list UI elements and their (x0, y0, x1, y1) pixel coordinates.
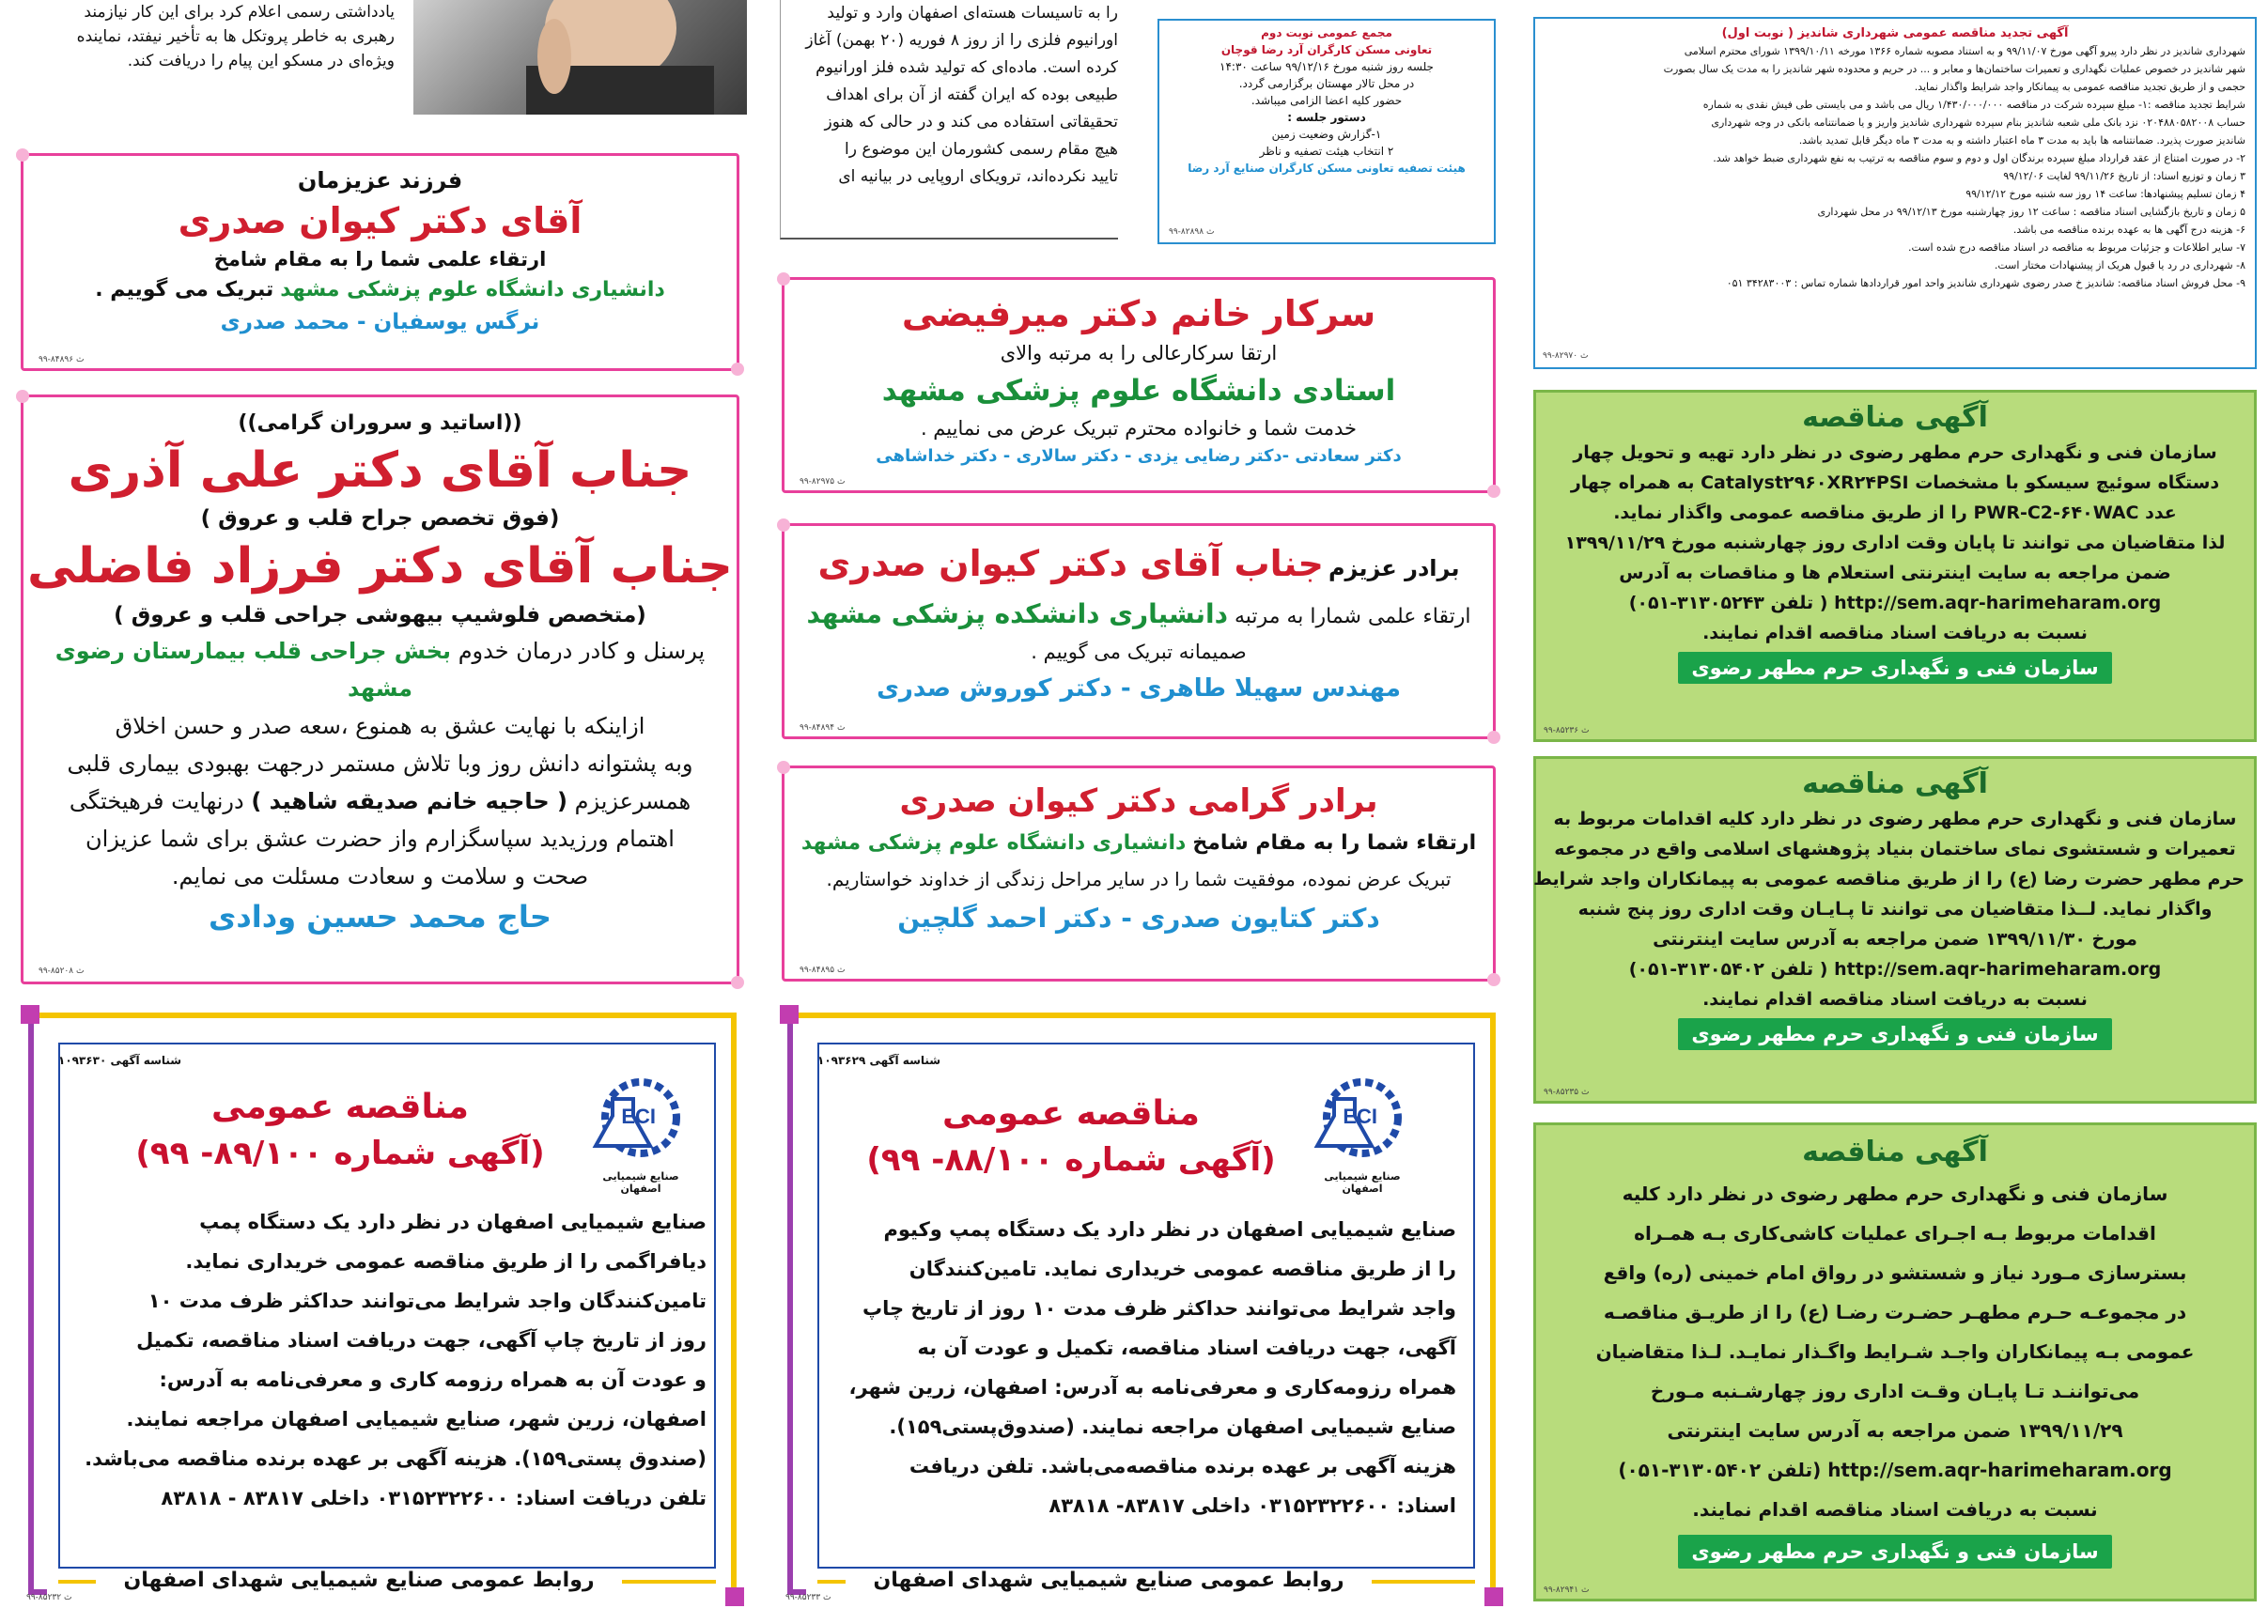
coop-agenda-title: دستور جلسه : (1287, 111, 1366, 124)
frame-corner (21, 1005, 39, 1024)
eci-b-line: آگهی، جهت دریافت اسناد مناقصه، تکمیل و عودت آن به (917, 1337, 1456, 1359)
sadri1-name: آقای دکتر کیوان صدری (178, 200, 583, 241)
shandiz-line: ۴ زمان تسلیم پیشنهادها: ساعت ۱۴ روز سه شنبه مورخ ۹۹/۱۲/۱۲ (1965, 188, 2245, 200)
article-line: تایید نکرده‌اند، ترویکای اروپایی در بیانیه ای (838, 167, 1118, 186)
tender-b-line: واگذار نماید. لــذا متقاضیان می توانند تا پـایـان وقت اداری روز پنج شنبه (1577, 899, 2213, 920)
shandiz-line: ۶- هزینه درج آگهی ها به عهده برنده مناقصه می باشد. (2012, 224, 2245, 236)
eci-b-footer: روابط عمومی صنایع شیمیایی شهدای اصفهان (846, 1569, 1372, 1592)
sadri3-line1-green: دانشیاری دانشگاه علوم پزشکی مشهد (800, 831, 1187, 855)
tender-ad-switches (1533, 390, 2257, 742)
tender-b-line: سازمان فنی و نگهداری حرم مطهر رضوی در نظر دارد کلیه اقدامات مربوط به (1553, 809, 2237, 829)
tender-b-line: مورخ ۱۳۹۹/۱۱/۳۰ ضمن مراجعه به آدرس سایت اینترنتی (1653, 929, 2137, 950)
azari-name2: جناب آقای دکتر فرزاد فاضلی (27, 538, 733, 595)
azari-line4-wrap (23, 782, 737, 820)
sadri2-line1-green: دانشیاری دانشکده پزشکی مشهد (806, 598, 1228, 629)
tender-c-line: http://sem.aqr-harimeharam.org (تلفن ۳۱۳۰۵۴۰۲-۰۵۱) (1618, 1459, 2172, 1481)
sadri2-title-wrap (784, 539, 1493, 595)
sadri1-code: ۹۹-۸۴۸۹۶ ث (39, 355, 85, 364)
shandiz-line: ۹- محل فروش اسناد مناقصه: شاندیز خ صدر رضوی شهرداری شاندیز واحد امور قراردادها شماره تماس : ۳۴۲۸۳۰۰۳ ۰۵۱ (1726, 277, 2245, 289)
tender-a-footer: سازمان فنی و نگهداری حرم مطهر رضوی (1678, 652, 2111, 684)
tender-c-code: ۹۹-۸۲۹۴۱ ث (1544, 1585, 1590, 1595)
shandiz-line: ۸- شهرداری در رد یا قبول هریک از پیشنهادات مختار است. (1994, 259, 2245, 271)
tender-a-line: لذا متقاضیان می توانند تا پایان وقت اداری روز چهارشنبه مورخ ۱۳۹۹/۱۱/۲۹ (1564, 533, 2226, 553)
shandiz-line: ۷- سایر اطلاعات و جزئیات مربوط به مناقصه در اسناد مناقصه درج شده است. (1907, 241, 2245, 254)
sadri3-line1-pre: ارتقاء شما را به مقام شامخ (1192, 831, 1477, 855)
shandiz-line: حساب ۰۲۰۴۸۸۰۵۸۲۰۰۸ نزد بانک ملی شعبه شاندیز بنام سپرده شهرداری شاندیز واریز و یا ضمانتنامه بانکی در وجه شهرداری (1711, 116, 2245, 129)
tender-b-footer: سازمان فنی و نگهداری حرم مطهر رضوی (1678, 1018, 2111, 1050)
eci-a-id: شناسه آگهی ۱۰۹۳۶۳۰ (58, 1054, 182, 1067)
coop-subtitle: تعاونی مسکن کارگران آرد رضا قوچان (1220, 43, 1433, 56)
shandiz-line: شهرداری شاندیز در نظر دارد پیرو آگهی مورخ ۹۹/۱۱/۰۷ و به استناد مصوبه شماره ۱۳۶۶ مورخه ۱۳۹۹/۱۰/۱۱ شورای محترم اسلامی (1684, 45, 2245, 57)
eci-b-line: هزینه آگهی بر عهده برنده مناقصه‌می‌باشد. تلفن دریافت (909, 1455, 1456, 1477)
tender-c-line: سازمان فنی و نگهداری حرم مطهر رضوی در نظر دارد کلیه (1622, 1183, 2168, 1205)
azari-sub2: (متخصص فلوشیپ بیهوشی جراحی قلب و عروق ) (114, 603, 646, 627)
coop-code: ۹۹-۸۲۸۹۸ ث (1169, 227, 1215, 237)
snippet-line: یادداشتی رسمی اعلام کرد برای این کار نیازمند (84, 3, 395, 22)
tender-a-line: http://sem.aqr-harimeharam.org ( تلفن ۳۱۳۰۵۲۴۳-۰۵۱) (1628, 593, 2162, 613)
eci-b-id: شناسه آگهی ۱۰۹۳۶۲۹ (817, 1054, 941, 1067)
sadri2-code: ۹۹-۸۴۸۹۴ ث (800, 723, 846, 733)
tender-b-code: ۹۹-۸۵۲۳۵ ث (1544, 1088, 1590, 1097)
coop-body: جلسه روز شنبه مورخ ۹۹/۱۲/۱۶ ساعت ۱۴:۳۰ (1219, 60, 1434, 73)
eci-a-code: ۹۹-۸۵۲۳۲ ث (26, 1593, 72, 1602)
azari-signature: حاج محمد حسین ودادی (209, 899, 551, 935)
eci-a-line: تلفن دریافت اسناد: ۰۳۱۵۲۳۲۲۶۰۰ داخلی ۸۳۸۱۷ - ۸۳۸۱۸ (161, 1487, 707, 1509)
eci-a-footer: روابط عمومی صنایع شیمیایی شهدای اصفهان (96, 1569, 622, 1592)
tender-a-line: دستگاه سوئیچ سیسکو با مشخصات Catalyst۲۹۶۰XR۲۴PSI به همراه چهار (1570, 472, 2220, 493)
sadri2-line2: صمیمانه تبریک می گوییم . (1031, 641, 1247, 663)
tender-c-line: ۱۳۹۹/۱۱/۲۹ ضمن مراجعه به آدرس سایت اینترنتی (1667, 1419, 2123, 1442)
tender-ad-facade (1533, 756, 2257, 1104)
shandiz-code: ۹۹-۸۲۹۷۰ ث (1543, 351, 1589, 361)
sadri1-line1: ارتقاء علمی شما را به مقام شامخ (213, 248, 547, 271)
tender-ad-tiling (1533, 1122, 2257, 1601)
sadri2-name: جناب آقای دکتر کیوان صدری (817, 543, 1324, 584)
article-line: را به تاسیسات هسته‌ای اصفهان وارد و تولید (827, 4, 1118, 23)
sadri1-line2: دانشیاری دانشگاه علوم پزشکی مشهد (280, 278, 665, 302)
shandiz-tender (1533, 17, 2257, 369)
mirfeizi-code: ۹۹-۸۲۹۷۵ ث (800, 477, 846, 487)
frame-purple (787, 1013, 806, 1595)
tender-a-code: ۹۹-۸۵۲۳۶ ث (1544, 726, 1590, 735)
eci-b-line: صنایع شیمیایی اصفهان مراجعه نمایند. (صندوق‌پستی۱۵۹). (889, 1415, 1456, 1438)
snippet-line: رهبری به خاطر پروتکل ها به تأخیر نیفتد، نماینده (76, 27, 395, 46)
sadri3-line2: تبریک عرض نموده، موفقیت شما را در سایر مراحل زندگی از خداوند خواستاریم. (826, 868, 1452, 890)
shandiz-line: حجمی و از طریق تجدید مناقصه عمومی به پیمانکار واجد شرایط واگذار نماید. (1914, 81, 2245, 93)
eci-b-body (827, 1210, 1456, 1525)
azari-line: اهتمام ورزیدید سپاسگزارم واز حضرت عشق برای شما عزیزان (85, 826, 675, 852)
coop-agenda-item: ۲ انتخاب هیئت تصفیه و ناظر (1259, 145, 1394, 158)
article-line: اورانیوم فلزی را از روز ۸ فوریه (۲۰ بهمن) آغاز (805, 31, 1118, 50)
azari-line1-wrap (23, 632, 737, 707)
sadri1-header: فرزند عزیزمان (297, 167, 463, 193)
tender-a-title: آگهی مناقصه (1802, 401, 1988, 434)
tender-c-title: آگهی مناقصه (1802, 1136, 1988, 1168)
mirfeizi-line3: خدمت شما و خانواده محترم تبریک عرض می نماییم . (920, 417, 1358, 440)
eci-a-logo-caption: صنایع شیمیایی اصفهان (602, 1170, 679, 1195)
article-line: کرده است. ماده‌ای که تولید شده فلز اورانیوم (816, 58, 1118, 77)
azari-line4-bold: ( حاجیه خانم صدیقه شاهید ) (251, 788, 567, 814)
congrats-sadri-1 (21, 153, 739, 371)
azari-line: صحت و سلامت و سعادت مسئلت می نمایم. (171, 863, 589, 889)
sadri1-line2-wrap (23, 274, 737, 306)
tender-a-line: عدد PWR-C2-۶۴۰WAC را از طریق مناقصه عمومی واگذار نماید. (1613, 503, 2177, 523)
eci-b-line: صنایع شیمیایی اصفهان در نظر دارد یک دستگاه پمپ وکیوم (883, 1218, 1456, 1241)
eci-a-logo-text: ECI (621, 1105, 656, 1128)
tender-c-line: اقدامات مربوط بـه اجـرای عملیات کاشی‌کاری بـه همـراه (1634, 1222, 2156, 1245)
shandiz-line: ۵ زمان و تاریخ بازگشایی اسناد مناقصه : ساعت ۱۲ روز چهارشنبه مورخ ۹۹/۱۲/۱۳ در محل شهرداری (1817, 206, 2245, 218)
article-line: طبیعی بوده که ایران گفته از آن برای اهداف (826, 85, 1118, 104)
portrait-photo (413, 0, 747, 115)
portrait-figure (413, 0, 747, 115)
tender-b-line: نسبت به دریافت اسناد مناقصه اقدام نمایند. (1702, 989, 2088, 1010)
eci-b-title: مناقصه عمومی (942, 1094, 1200, 1133)
tender-c-line: در مجموعـه حـرم مطهـر حضـرت رضـا (ع) را از طریـق مناقصـه (1603, 1301, 2187, 1323)
eci-b-logo-text: ECI (1343, 1105, 1377, 1128)
frame-corner (725, 1587, 744, 1606)
cooperative-notice (1157, 19, 1496, 244)
tender-b-title: آگهی مناقصه (1802, 767, 1988, 800)
coop-body: در محل تالار مهستان برگزارمی گردد. (1238, 77, 1415, 90)
eci-tender-88 (780, 1005, 1503, 1606)
eci-b-line: را از طریق مناقصه عمومی خریداری نماید. تامین‌کنندگان (909, 1258, 1456, 1280)
shandiz-line: شرایط تجدید مناقصه :۱- مبلغ سپرده شرکت در مناقصه ۱/۴۳۰/۰۰۰/۰۰۰ ریال می باشد و می بایستی طی فیش نقدی به شماره (1702, 99, 2245, 111)
tender-c-line: عمومی بـه پیمانکاران واجـد شـرایط واگـذار نمایـد. لـذا متقاضیان (1595, 1340, 2195, 1363)
azari-line1-green: بخش جراحی قلب بیمارستان رضوی مشهد (54, 638, 452, 702)
eci-b-code: ۹۹-۸۵۲۳۳ ث (785, 1593, 831, 1602)
sadri2-line1-wrap (784, 595, 1493, 636)
mirfeizi-name: سرکار خانم دکتر میرفیضی (901, 293, 1376, 334)
eci-a-line: دیافراگمی را از طریق مناقصه عمومی خریداری نماید. (185, 1250, 707, 1273)
shandiz-line: ۲- در صورت امتناع از عقد قرارداد مبلغ سپرده برندگان اول و دوم و سوم مناقصه به ترتیب به نفع شهرداری ضبط خواهد شد. (1713, 152, 2245, 164)
eci-b-logo-caption: صنایع شیمیایی اصفهان (1324, 1170, 1401, 1195)
azari-header: ((اساتید و سروران گرامی)) (238, 411, 522, 435)
eci-a-line: و عودت آن به همراه رزومه کاری و معرفی‌نامه به آدرس: (159, 1369, 707, 1391)
tender-b-line: حرم مطهر حضرت رضا (ع) را از طریق مناقصه عمومی به پیمانکاران واجد شرایط (1533, 869, 2245, 889)
mirfeizi-line2: استادی دانشگاه علوم پزشکی مشهد (881, 374, 1396, 408)
shandiz-line: شهر شاندیز در خصوص عملیات نگهداری و تعمیرات ساختمان‌ها و معابر و ... در حریم و محدوده شهر شاندیز را به مدت یک سال بصورت (1663, 63, 2245, 75)
congrats-sadri-2 (782, 523, 1496, 739)
tender-a-line: نسبت به دریافت اسناد مناقصه اقدام نمایند. (1702, 623, 2088, 643)
azari-line4-post: درنهایت فرهیختگی (69, 788, 244, 814)
sadri3-code: ۹۹-۸۴۸۹۵ ث (800, 966, 846, 975)
eci-b-line: واجد شرایط می‌توانند حداکثر ظرف مدت ۱۰ روز از تاریخ چاپ (862, 1297, 1456, 1320)
tender-a-line: سازمان فنی و نگهداری حرم مطهر رضوی در نظر دارد تهیه و تحویل چهار (1573, 442, 2217, 463)
news-article (780, 0, 1118, 240)
frame-purple (28, 1013, 47, 1595)
eci-a-number: (آگهی شماره ۸۹/۱۰۰- ۹۹) (135, 1135, 545, 1172)
congrats-sadri-3 (782, 766, 1496, 982)
sadri1-line2-end: تبریک می گوییم . (95, 278, 274, 302)
eci-a-line: (صندوق پستی۱۵۹). هزینه آگهی بر عهده برنده مناقصه می‌باشد. (85, 1447, 707, 1470)
azari-sub1: (فوق تخصص جراح قلب و عروق ) (200, 506, 560, 531)
sadri3-name: برادر گرامی دکتر کیوان صدری (899, 782, 1378, 820)
tender-c-line: نسبت به دریافت اسناد مناقصه اقدام نمایند. (1692, 1498, 2098, 1521)
coop-body: حضور کلیه اعضا الزامی میباشد. (1251, 94, 1403, 107)
eci-a-line: صنایع شیمیایی اصفهان در نظر دارد یک دستگاه پمپ (199, 1211, 707, 1233)
azari-line4-pre: همسرعزیزم (574, 788, 691, 814)
coop-agenda-item: ۱-گزارش وضعیت زمین (1271, 128, 1382, 141)
azari-code: ۹۹-۸۵۲۰۸ ث (39, 967, 85, 976)
tender-c-line: می‌تواننـد تـا پایـان وقـت اداری روز چهارشـنبه مـورخ (1650, 1380, 2140, 1402)
snippet-line: ویژه‌ای در مسکو این پیام را دریافت کند. (127, 52, 395, 70)
tender-c-footer: سازمان فنی و نگهداری حرم مطهر رضوی (1678, 1535, 2111, 1569)
shandiz-line: شاندیز صورت پذیرد. ضمانتنامه ها باید به مدت ۳ ماه اعتبار داشته و به مدت ۳ ماه دیگر قابل تمدید باشد. (1798, 134, 2245, 147)
shandiz-line: ۳ زمان و توزیع اسناد: از تاریخ ۹۹/۱۱/۲۶ لغایت ۹۹/۱۲/۰۶ (2003, 170, 2245, 182)
coop-title: مجمع عمومی نوبت دوم (1261, 26, 1392, 39)
eci-a-line: روز از تاریخ چاپ آگهی، جهت دریافت اسناد مناقصه، تکمیل (136, 1329, 707, 1352)
eci-b-number: (آگهی شماره ۸۸/۱۰۰- ۹۹) (866, 1141, 1276, 1179)
appreciation-azari (21, 394, 739, 984)
frame-corner (1484, 1587, 1503, 1606)
eci-b-line: اسناد: ۰۳۱۵۲۳۲۲۶۰۰ داخلی ۸۳۸۱۷- ۸۳۸۱۸ (1049, 1494, 1456, 1517)
eci-a-body (77, 1202, 707, 1518)
eci-a-title: مناقصه عمومی (211, 1088, 469, 1126)
sadri3-signature: دکتر کتایون صدری - دکتر احمد گلچین (897, 903, 1380, 934)
eci-tender-89 (21, 1005, 744, 1606)
azari-line1-pre: پرسنل و کادر درمان خدوم (458, 638, 706, 664)
sadri3-line1-wrap (784, 825, 1493, 862)
tender-c-line: بسترسازی مـورد نیاز و شستشو در رواق امام خمینی (ره) واقع (1603, 1261, 2187, 1284)
congrats-mirfeizi (782, 277, 1496, 493)
top-left-snippet (9, 0, 395, 77)
sadri2-line1-pre: ارتقاء علمی شمارا به مرتبه (1235, 605, 1471, 628)
eci-b-line: همراه رزومه‌کاری و معرفی‌نامه به آدرس: اصفهان، زرین شهر، (848, 1376, 1456, 1399)
sadri2-signature: مهندس سهیلا طاهری - دکتر کوروش صدری (877, 674, 1401, 703)
azari-name1: جناب آقای دکتر علی آذری (68, 442, 692, 499)
article-line: هیچ مقام رسمی کشورمان این موضوع را (845, 140, 1118, 159)
coop-footer: هیئت تصفیه تعاونی مسکن کارگران صنایع آرد رضا (1188, 162, 1466, 175)
eci-a-line: تامین‌کنندگان واجد شرایط می‌توانند حداکثر ظرف مدت ۱۰ (148, 1290, 707, 1312)
eci-a-line: اصفهان، زرین شهر، صنایع شیمیایی اصفهان مراجعه نمایند. (126, 1408, 707, 1431)
shandiz-title: آگهی تجدید مناقصه عمومی شهرداری شاندیز ( نوبت اول) (1721, 26, 2069, 40)
tender-a-line: ضمن مراجعه به سایت اینترنتی استعلام ها و مناقصات به آدرس (1619, 563, 2171, 583)
sadri2-pre: برادر عزیزم (1328, 555, 1460, 581)
tender-b-line: تعمیرات و شستشوی نمای ساختمان بنیاد پژوهشهای اسلامی واقع در مجموعه (1554, 839, 2236, 859)
frame-corner (780, 1005, 799, 1024)
tender-b-line: http://sem.aqr-harimeharam.org ( تلفن ۳۱۳۰۵۴۰۲-۰۵۱) (1628, 959, 2162, 980)
mirfeizi-signature: دکتر سعادتی -دکتر رضایی یزدی - دکتر سالاری - دکتر خداشاهی (876, 446, 1402, 466)
mirfeizi-line1: ارتقا سرکارعالی را به مرتبه والای (1000, 342, 1278, 364)
sadri1-signature: نرگس یوسفیان - محمد صدری (220, 310, 540, 334)
azari-line: ازاینکه با نهایت عشق به همنوع ،سعه صدر و حسن اخلاق (115, 713, 645, 739)
azari-line: وبه پشتوانه دانش روز وبا تلاش مستمر درجهت بهبودی بیماری قلبی (67, 750, 693, 777)
article-line: تحقیقاتی استفاده می کند و در حالی که هنوز (824, 113, 1118, 131)
